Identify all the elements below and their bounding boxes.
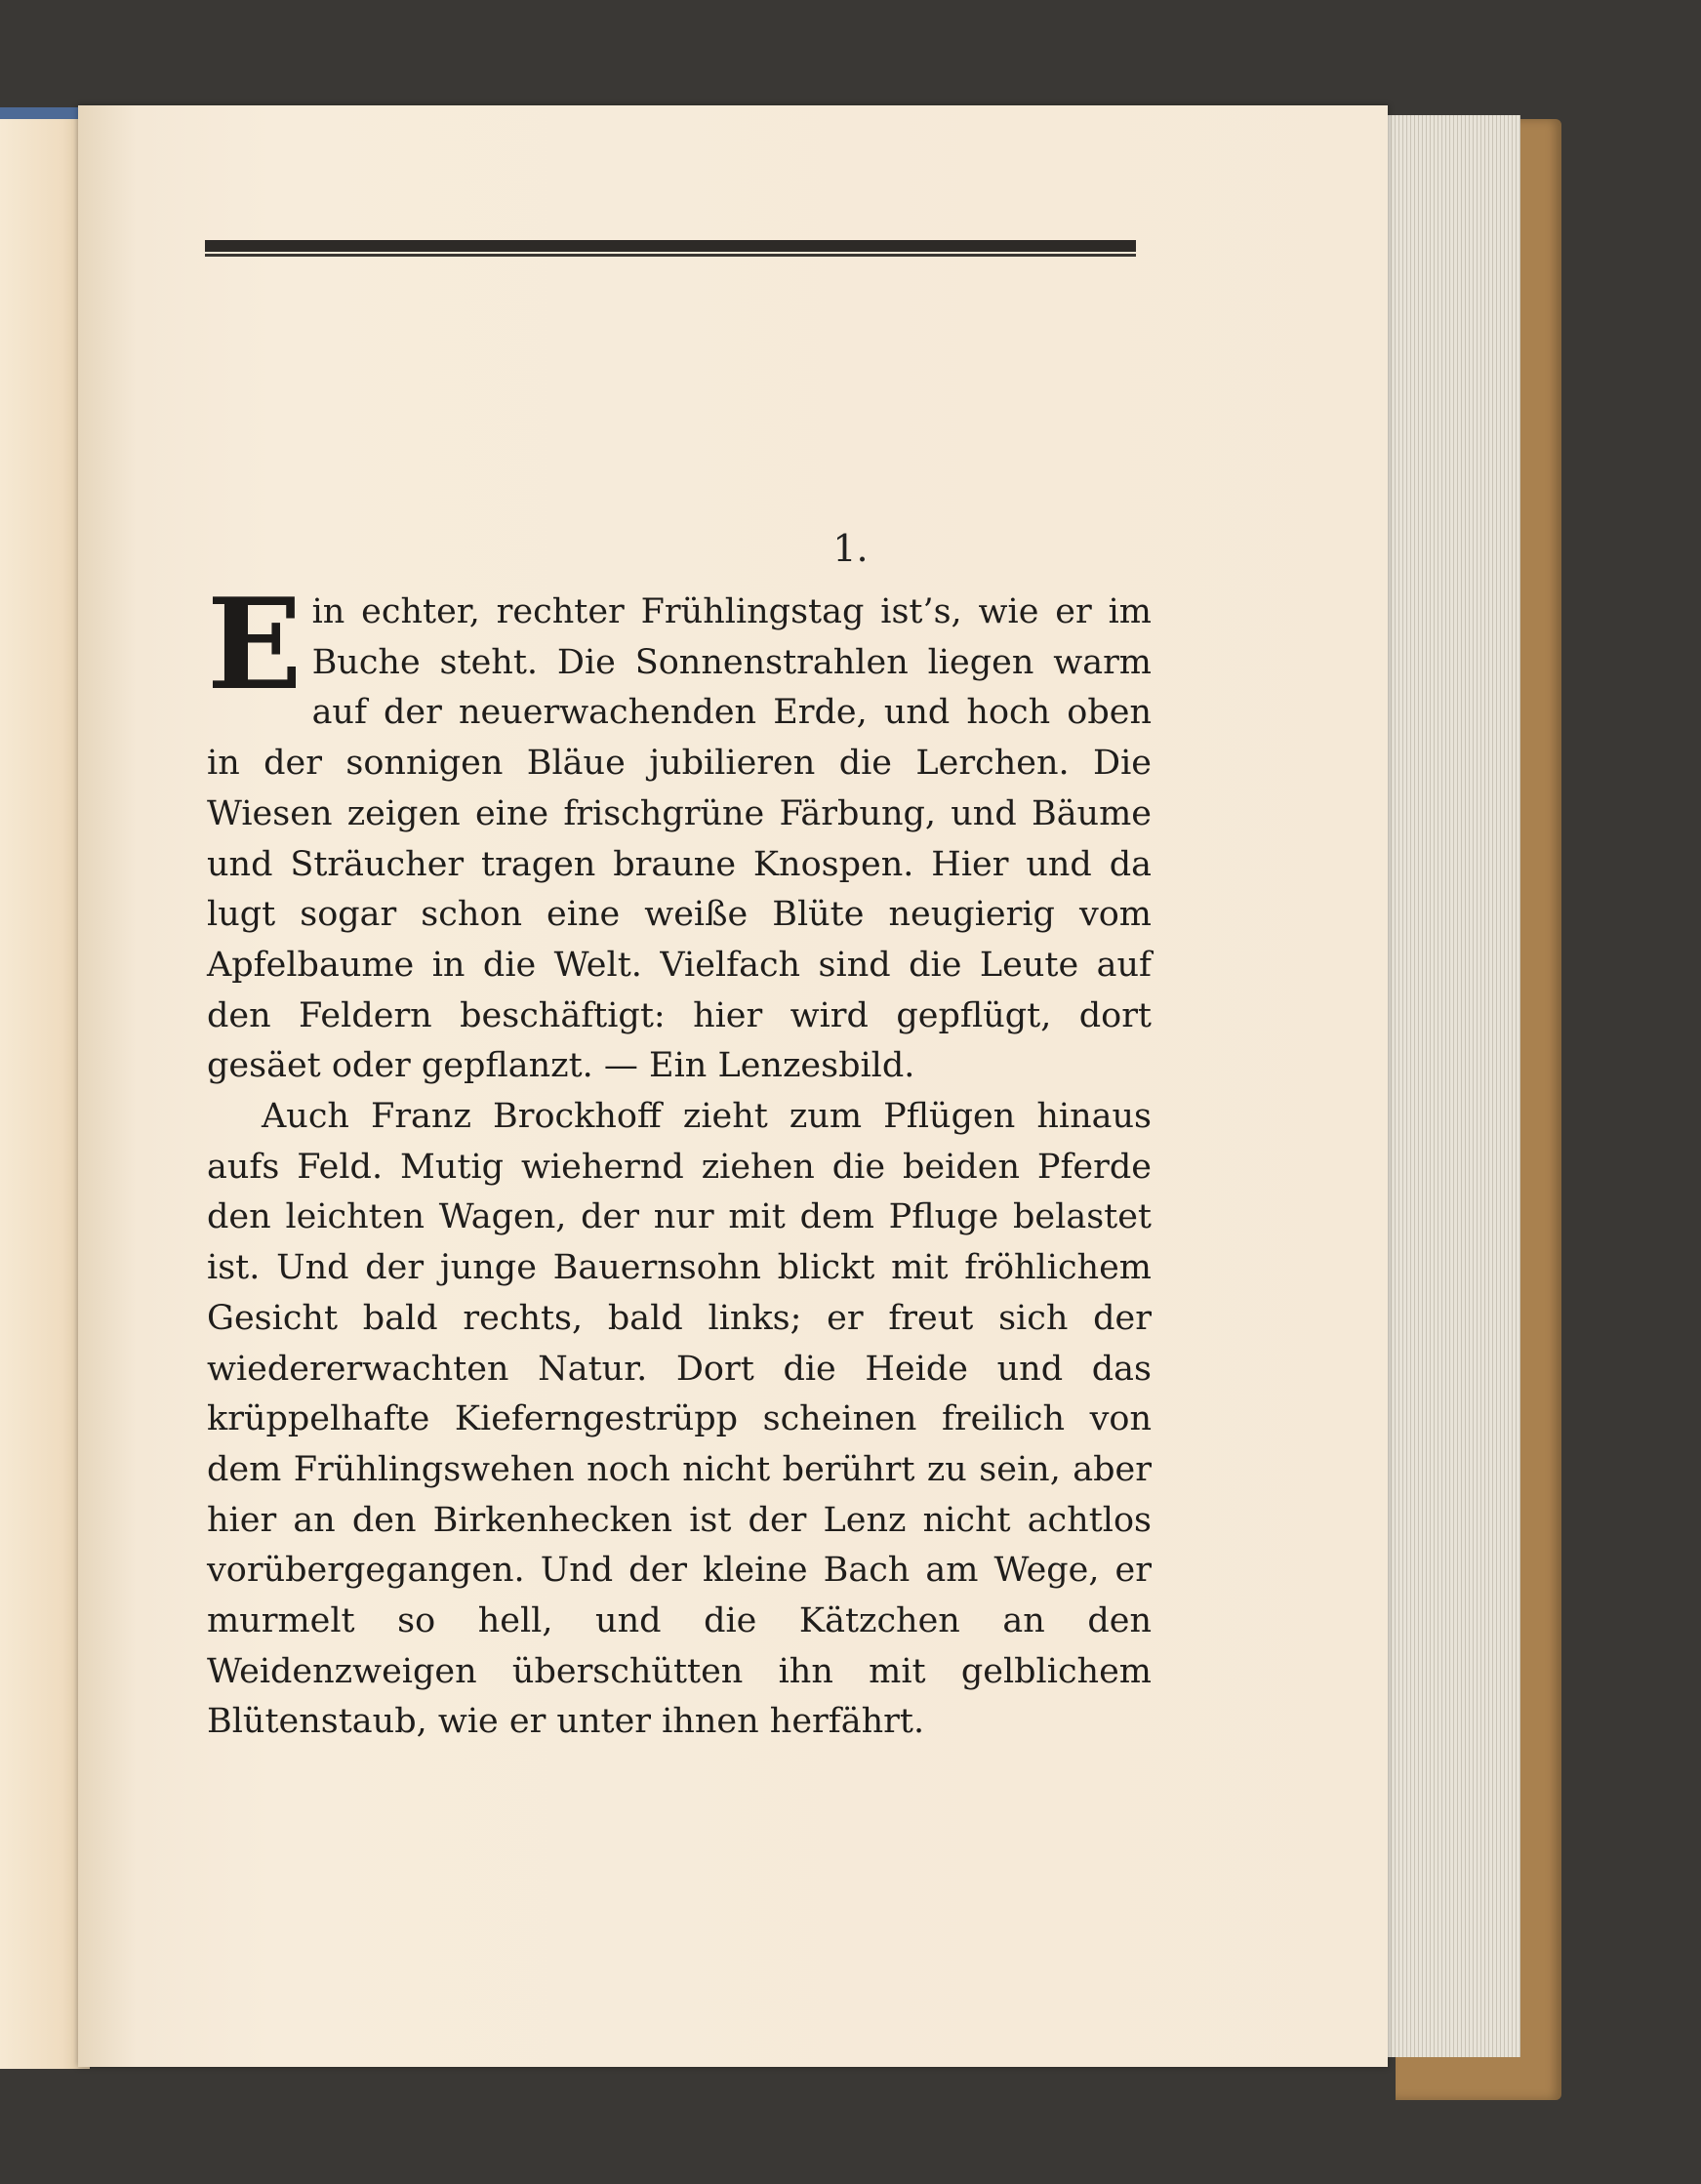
left-page-sliver [0,115,90,2069]
page-edges [1364,115,1520,2057]
paragraph-2 [207,1092,1152,1748]
paragraph-1-text: in echter, rechter Frühlingstag ist’s, wie er im Buche steht. Die Sonnenstrahlen liegen warm auf der neuerwachenden Erde, und hoch oben in der sonnigen Bläue jubilieren die Lerchen. Die Wiesen zeigen eine frischgrüne Färbung, und Bäume und Sträucher tragen braune Knospen. Hier und da lugt sogar schon eine weiße Blüte neugierig vom Apfelbaume in die Welt. Vielfach sind die Leute auf den Feldern beschäftigt: hier wird gepflügt, dort gesäet oder gepflanzt. — Ein Lenzesbild. [207,592,1152,1086]
paragraph-1 [207,572,1152,1092]
body-text [207,572,1152,1748]
drop-cap: E [207,572,303,718]
chapter-number: 1. [832,527,869,570]
bookmark-ribbon [0,107,90,119]
header-rule [205,240,1136,252]
paragraph-2-text: Auch Franz Brockhoff zieht zum Pflügen hinaus aufs Feld. Mutig wiehernd ziehen die beiden Pferde den leichten Wagen, der nur mit dem Pfluge belastet ist. Und der junge Bauernsohn blickt mit fröhlichem Gesicht bald rechts, bald links; er freut sich der wiedererwachten Natur. Dort die Heide und das krüppelhafte Kieferngestrüpp scheinen freilich von dem Frühlingswehen noch nicht berührt zu sein, aber hier an den Birkenhecken ist der Lenz nicht achtlos vorübergegangen. Und der kleine Bach am Wege, er murmelt so hell, und die Kätzchen an den Weidenzweigen überschütten ihn mit gelblichem Blütenstaub, wie er unter ihnen herfährt. [207,1097,1152,1742]
